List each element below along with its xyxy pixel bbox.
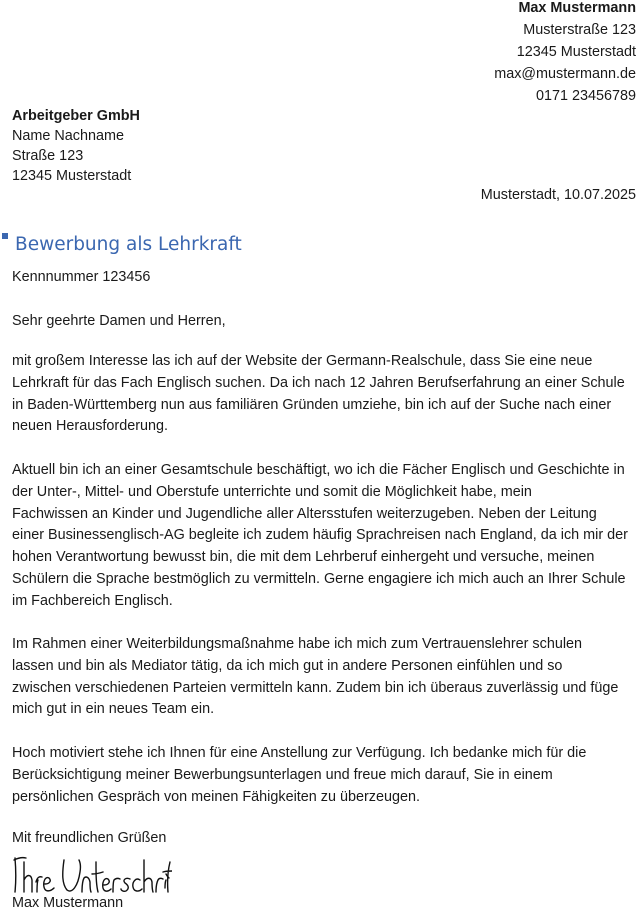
paragraph-line: einer Businessenglisch-AG begleite ich zudem häufig Sprachreisen nach England, da ich mir der [12, 527, 628, 544]
sender-street: Musterstraße 123 [523, 22, 636, 38]
recipient-city: 12345 Musterstadt [12, 168, 132, 184]
paragraph-line: der Unter-, Mittel- und Oberstufe unterrichte und somit die Möglichkeit habe, mein [12, 483, 532, 500]
paragraph-line: lassen und bin als Mediator tätig, da ich mich gut in andere Personen einfühlen und so [12, 657, 563, 674]
paragraph-line: hohen Verantwortung bewusst bin, die mit dem Lehrberuf einhergeht und versuche, meinen [12, 549, 595, 566]
paragraph-line: Schülern die Sprache bestmöglich zu vermitteln. Gerne engagiere ich mich auch an Ihrer Schule [12, 570, 626, 587]
sender-name: Max Mustermann [518, 0, 636, 16]
paragraph-line: im Fachbereich Englisch. [12, 592, 173, 609]
sender-email: max@mustermann.de [494, 66, 636, 82]
signature-image [12, 852, 172, 896]
subject-marker [2, 233, 8, 239]
recipient-company: Arbeitgeber GmbH [12, 108, 140, 124]
sender-city: 12345 Musterstadt [516, 44, 636, 60]
paragraph-line: zwischen verschiedenen Parteien vermitteln kann. Zudem bin ich überaus zuverlässig und füge [12, 679, 619, 696]
paragraph-line: persönlichen Gespräch von meinen Fähigkeiten zu überzeugen. [12, 788, 420, 805]
paragraph-2 [12, 460, 637, 613]
sender-phone: 0171 23456789 [535, 88, 636, 104]
paragraph-line: Hoch motiviert stehe ich Ihnen für eine Anstellung zur Verfügung. Ich bedanke mich für die [12, 745, 587, 761]
reference-number: Kennnummer 123456 [12, 269, 151, 285]
paragraph-line: Aktuell bin ich an einer Gesamtschule beschäftigt, wo ich die Fächer Englisch und Geschichte in [12, 462, 625, 478]
paragraph-1 [12, 351, 637, 438]
paragraph-line: mit großem Interesse las ich auf der Website der Germann-Realschule, dass Sie eine neue [12, 353, 593, 369]
paragraph-3 [12, 634, 637, 721]
paragraph-line: mich gut in ein neues Team ein. [12, 701, 215, 718]
paragraph-line: Berücksichtigung meiner Bewerbungsunterlagen und freue mich darauf, Sie in einem [12, 766, 553, 783]
paragraph-line: Lehrkraft für das Fach Englisch suchen. Da ich nach 12 Jahren Berufserfahrung an einer Schule [12, 374, 625, 391]
signer-name: Max Mustermann [12, 895, 124, 911]
recipient-street: Straße 123 [12, 148, 84, 164]
paragraph-line: Fachwissen an Kinder und Jugendliche aller Altersstufen weiterzugeben. Neben der Leitung [12, 505, 597, 522]
subject-heading: Bewerbung als Lehrkraft [15, 234, 242, 255]
paragraph-line: Im Rahmen einer Weiterbildungsmaßnahme habe ich mich zum Vertrauenslehrer schulen [12, 636, 583, 652]
place-date: Musterstadt, 10.07.2025 [480, 187, 636, 203]
paragraph-line: in Baden-Württemberg nun aus familiären Gründen umziehe, bin ich auf der Suche nach einer [12, 396, 612, 413]
paragraph-line: neuen Herausforderung. [12, 418, 169, 435]
salutation: Sehr geehrte Damen und Herren, [12, 313, 226, 329]
closing: Mit freundlichen Grüßen [12, 830, 167, 846]
paragraph-4 [12, 743, 637, 808]
recipient-contact: Name Nachname [12, 128, 124, 144]
